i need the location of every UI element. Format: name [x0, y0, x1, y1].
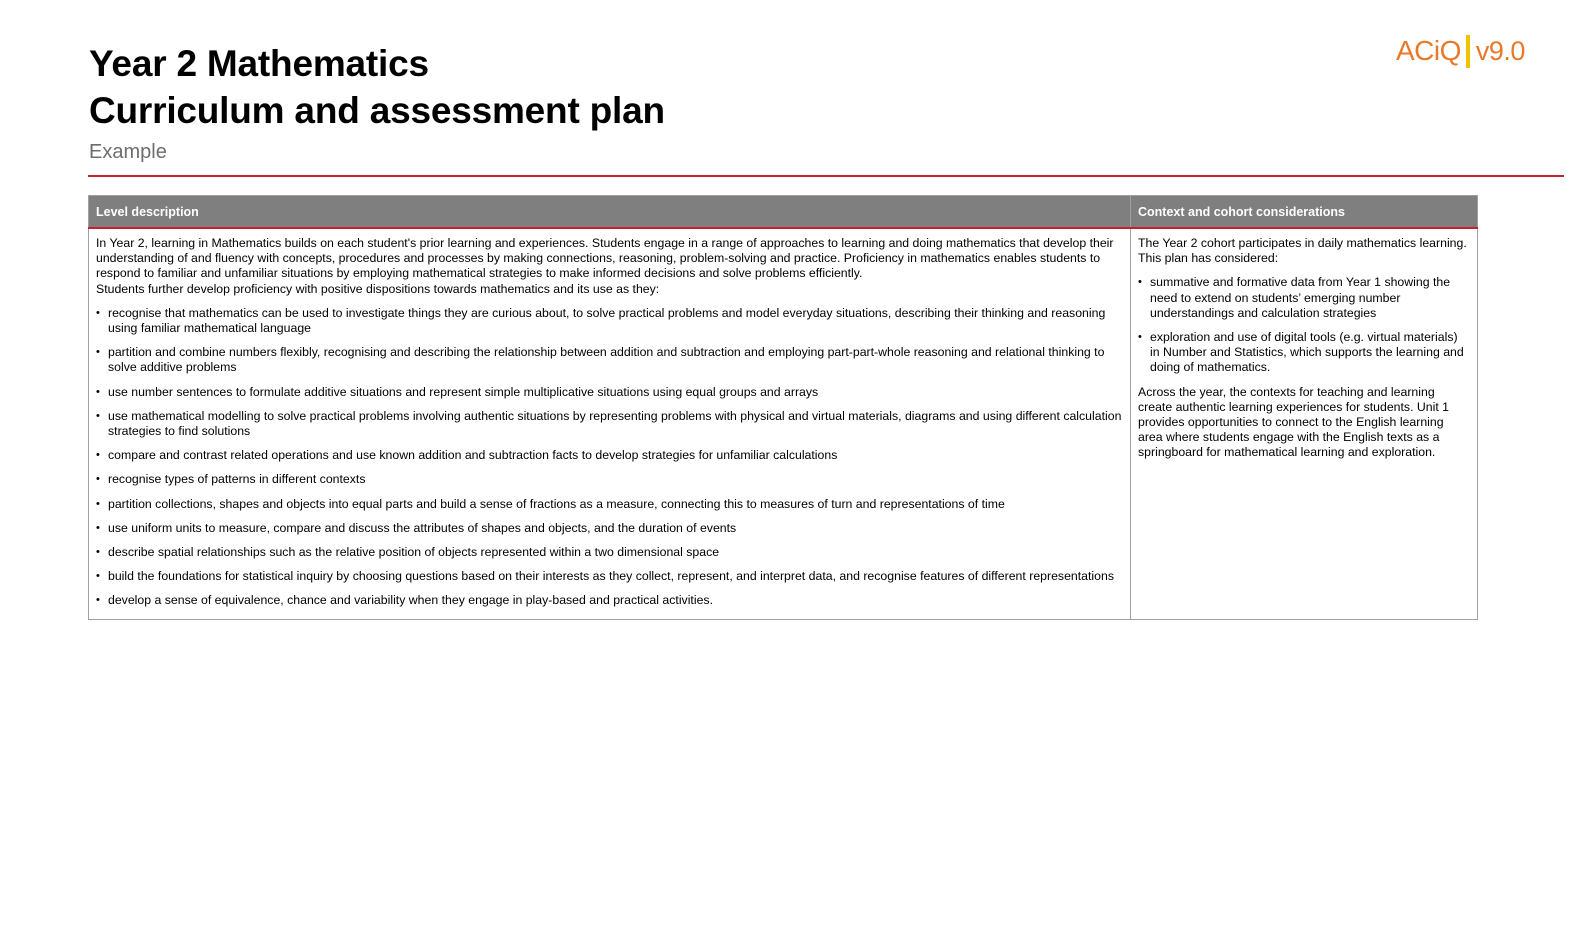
list-item: • use mathematical modelling to solve practical problems involving authentic situations by representing problems with physical and virtual materials, diagrams and using different calculation strategies to find solutions — [96, 409, 1123, 439]
context-cell — [1131, 228, 1478, 619]
logo-version: v9.0 — [1475, 35, 1525, 66]
logo-brand: ACiQ — [1396, 35, 1461, 66]
list-item: • recognise that mathematics can be used to investigate things they are curious about, to solve practical problems and model everyday situations, describing their thinking and reasoning using familiar mathematical language — [96, 306, 1123, 336]
list-item: • recognise types of patterns in different contexts — [96, 472, 1123, 487]
level-intro: In Year 2, learning in Mathematics builds on each student's prior learning and experiences. Students engage in a range of approaches to learning and doing mathematics that develop their understanding of and fluency with concepts, procedures and processes by making connections, reasoning, problem-solving and practice. Proficiency in mathematics enables students to respond to familiar and unfamiliar situations by employing mathematical strategies to make informed decisions and solve problems efficiently. — [96, 236, 1114, 281]
list-item: • exploration and use of digital tools (e.g. virtual materials) in Number and Statistics, which supports the learning and doing of mathematics. — [1138, 330, 1470, 376]
plan-table — [88, 195, 1478, 620]
title-line-1: Year 2 Mathematics — [89, 43, 429, 84]
list-item: • compare and contrast related operations and use known addition and subtraction facts to develop strategies for unfamiliar calculations — [96, 448, 1123, 463]
logo-divider — [1466, 35, 1470, 68]
page-subtitle: Example — [89, 141, 167, 163]
list-item: • describe spatial relationships such as the relative position of objects represented within a two dimensional space — [96, 545, 1123, 560]
level-description-cell — [89, 228, 1131, 619]
context-intro: The Year 2 cohort participates in daily mathematics learning. This plan has considered: — [1138, 236, 1467, 266]
list-item: • use number sentences to formulate additive situations and represent simple multiplicative situations using equal groups and arrays — [96, 385, 1123, 400]
column-header-context: Context and cohort considerations — [1131, 196, 1478, 229]
list-item: • partition and combine numbers flexibly, recognising and describing the relationship between addition and subtraction and employing part-part-whole reasoning and relational thinking to solve additive problems — [96, 345, 1123, 375]
list-item: • use uniform units to measure, compare and discuss the attributes of shapes and objects, and the duration of events — [96, 521, 1123, 536]
level-bullet-list — [96, 306, 1123, 609]
context-bullet-list — [1138, 275, 1470, 375]
list-item: • summative and formative data from Year 1 showing the need to extend on students’ emerging number understandings and calculation strategies — [1138, 275, 1470, 321]
list-item: • partition collections, shapes and objects into equal parts and build a sense of fractions as a measure, connecting this to measures of turn and representations of time — [96, 497, 1123, 512]
table-row — [89, 228, 1478, 619]
level-lead: Students further develop proficiency with positive dispositions towards mathematics and its use as they: — [96, 281, 660, 296]
acara-logo — [1396, 34, 1525, 68]
list-item: • build the foundations for statistical inquiry by choosing questions based on their interests as they collect, represent, and interpret data, and recognise features of different representations — [96, 569, 1123, 584]
header-divider — [88, 175, 1564, 177]
list-item: • develop a sense of equivalence, chance and variability when they engage in play-based and practical activities. — [96, 593, 1123, 608]
title-line-2: Curriculum and assessment plan — [89, 90, 665, 131]
column-header-level-description: Level description — [89, 196, 1131, 229]
page-title — [89, 40, 665, 134]
context-outro: Across the year, the contexts for teaching and learning create authentic learning experiences for students. Unit 1 provides opportunities to connect to the English learning area where students engage with the English texts as a springboard for mathematical learning and exploration. — [1138, 384, 1450, 460]
table-header-row — [89, 196, 1478, 229]
